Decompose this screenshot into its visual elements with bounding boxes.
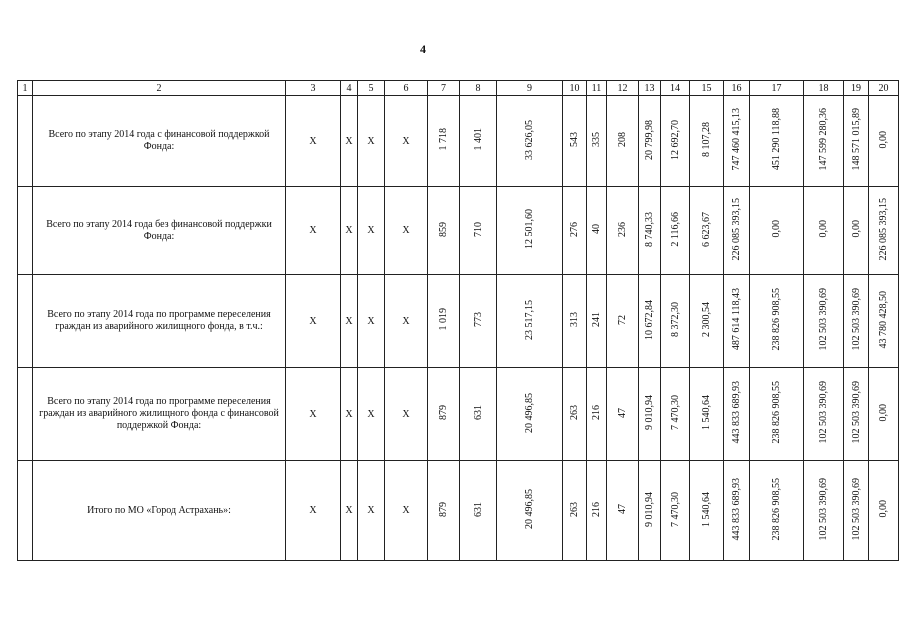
value-cell	[661, 275, 690, 368]
row-number-cell	[18, 368, 33, 461]
table-row	[18, 187, 899, 275]
value-cell	[750, 96, 804, 187]
value-cell	[587, 187, 607, 275]
row-label: Итого по МО «Город Астрахань»:	[33, 461, 286, 561]
value-text: 8 372,30	[669, 302, 681, 337]
value-cell	[690, 187, 724, 275]
value-cell	[804, 187, 844, 275]
value-cell	[428, 96, 460, 187]
column-number-9: 9	[497, 81, 563, 96]
value-cell	[724, 461, 750, 561]
value-text: 543	[569, 132, 580, 147]
value-text: 451 290 118,88	[771, 108, 782, 171]
value-text: 40	[591, 224, 602, 234]
value-text: 102 503 390,69	[818, 288, 829, 351]
column-number-2: 2	[33, 81, 286, 96]
value-cell	[497, 275, 563, 368]
value-text: 33 626,05	[524, 119, 535, 160]
value-text: 20 496,85	[524, 489, 535, 529]
value-cell	[607, 275, 639, 368]
value-text: 8 107,28	[701, 122, 712, 157]
value-cell	[661, 461, 690, 561]
value-text: 1 401	[472, 128, 484, 151]
mark-cell: X	[341, 275, 358, 368]
mark-cell: X	[286, 368, 341, 461]
value-cell	[497, 96, 563, 187]
value-text: 1 019	[438, 308, 449, 331]
table-row	[18, 275, 899, 368]
value-cell	[724, 368, 750, 461]
value-cell	[563, 461, 587, 561]
value-text: 2 300,54	[701, 302, 712, 337]
column-number-7: 7	[428, 81, 460, 96]
value-cell	[844, 461, 869, 561]
value-text: 859	[438, 221, 449, 237]
column-number-16: 16	[724, 81, 750, 96]
value-cell	[563, 368, 587, 461]
column-number-12: 12	[607, 81, 639, 96]
table-row	[18, 461, 899, 561]
value-text: 216	[591, 405, 602, 420]
column-number-17: 17	[750, 81, 804, 96]
column-number-5: 5	[358, 81, 385, 96]
mark-cell: X	[341, 368, 358, 461]
value-text: 72	[617, 314, 628, 325]
mark-cell: X	[358, 461, 385, 561]
value-cell	[460, 461, 497, 561]
row-label: Всего по этапу 2014 года с финансовой поддержкой Фонда:	[33, 96, 286, 187]
value-cell	[750, 275, 804, 368]
value-cell	[563, 187, 587, 275]
mark-cell: X	[385, 96, 428, 187]
value-text: 773	[472, 312, 484, 327]
mark-cell: X	[385, 368, 428, 461]
value-text: 12 501,60	[524, 209, 535, 249]
column-number-11: 11	[587, 81, 607, 96]
value-cell	[460, 275, 497, 368]
value-cell	[750, 368, 804, 461]
value-text: 47	[617, 504, 628, 514]
value-text: 20 496,85	[524, 392, 535, 433]
value-text: 631	[472, 405, 484, 420]
value-text: 443 833 689,93	[731, 477, 742, 541]
page-number: 4	[420, 42, 426, 56]
value-text: 276	[569, 221, 580, 237]
mark-cell: X	[358, 96, 385, 187]
value-text: 879	[438, 405, 449, 420]
mark-cell: X	[385, 275, 428, 368]
value-text: 335	[591, 132, 602, 147]
value-text: 7 470,30	[669, 491, 681, 527]
value-text: 1 540,64	[701, 491, 712, 527]
value-cell	[804, 96, 844, 187]
value-cell	[607, 187, 639, 275]
value-text: 0,00	[818, 220, 829, 238]
value-cell	[639, 96, 661, 187]
mark-cell: X	[286, 187, 341, 275]
mark-cell: X	[385, 461, 428, 561]
value-cell	[587, 461, 607, 561]
value-cell	[690, 461, 724, 561]
value-text: 20 799,98	[644, 119, 655, 160]
value-cell	[563, 96, 587, 187]
column-number-8: 8	[460, 81, 497, 96]
value-text: 47	[617, 407, 628, 418]
column-number-14: 14	[661, 81, 690, 96]
column-number-20: 20	[869, 81, 899, 96]
value-text: 263	[569, 501, 580, 517]
column-number-13: 13	[639, 81, 661, 96]
value-text: 147 599 280,36	[818, 108, 829, 171]
value-cell	[497, 461, 563, 561]
value-cell	[869, 96, 899, 187]
value-text: 12 692,70	[669, 119, 681, 160]
value-cell	[750, 461, 804, 561]
value-text: 236	[617, 221, 628, 237]
value-cell	[587, 275, 607, 368]
column-number-10: 10	[563, 81, 587, 96]
value-text: 0,00	[850, 220, 862, 238]
value-cell	[639, 275, 661, 368]
value-cell	[661, 187, 690, 275]
value-cell	[750, 187, 804, 275]
column-number-15: 15	[690, 81, 724, 96]
value-cell	[661, 96, 690, 187]
row-label: Всего по этапу 2014 года без финансовой поддержки Фонда:	[33, 187, 286, 275]
value-text: 43 780 428,50	[878, 290, 889, 349]
value-text: 747 460 415,13	[731, 108, 742, 171]
table-row	[18, 96, 899, 187]
row-number-cell	[18, 275, 33, 368]
column-number-19: 19	[844, 81, 869, 96]
column-number-4: 4	[341, 81, 358, 96]
value-cell	[724, 187, 750, 275]
mark-cell: X	[341, 461, 358, 561]
value-text: 1 540,64	[701, 395, 712, 430]
value-cell	[497, 368, 563, 461]
value-cell	[690, 368, 724, 461]
value-cell	[428, 368, 460, 461]
mark-cell: X	[341, 187, 358, 275]
value-text: 102 503 390,69	[850, 477, 862, 541]
column-number-18: 18	[804, 81, 844, 96]
value-cell	[639, 461, 661, 561]
row-label: Всего по этапу 2014 года по программе переселения граждан из аварийного жилищного фонда, в т.ч.:	[33, 275, 286, 368]
value-text: 631	[472, 501, 484, 517]
value-cell	[690, 275, 724, 368]
value-cell	[804, 461, 844, 561]
value-cell	[607, 461, 639, 561]
value-text: 238 826 908,55	[771, 288, 782, 351]
value-cell	[607, 96, 639, 187]
value-cell	[690, 96, 724, 187]
value-cell	[844, 368, 869, 461]
value-cell	[587, 96, 607, 187]
value-text: 2 116,66	[669, 211, 681, 247]
value-text: 208	[617, 132, 628, 147]
mark-cell: X	[358, 187, 385, 275]
value-text: 226 085 393,15	[731, 197, 742, 261]
value-cell	[428, 187, 460, 275]
value-text: 216	[591, 501, 602, 517]
value-cell	[460, 96, 497, 187]
column-number-1: 1	[18, 81, 33, 96]
value-text: 879	[438, 501, 449, 517]
value-cell	[587, 368, 607, 461]
value-text: 102 503 390,69	[818, 381, 829, 444]
table-row	[18, 368, 899, 461]
mark-cell: X	[358, 275, 385, 368]
value-cell	[563, 275, 587, 368]
row-number-cell	[18, 96, 33, 187]
value-cell	[869, 368, 899, 461]
mark-cell: X	[286, 96, 341, 187]
value-cell	[844, 96, 869, 187]
value-cell	[804, 368, 844, 461]
value-cell	[428, 461, 460, 561]
value-text: 443 833 689,93	[731, 381, 742, 444]
column-number-3: 3	[286, 81, 341, 96]
value-text: 10 672,84	[644, 299, 655, 340]
mark-cell: X	[286, 275, 341, 368]
value-text: 0,00	[878, 130, 889, 149]
row-label: Всего по этапу 2014 года по программе переселения граждан из аварийного жилищного фонда с финансовой поддержкой Фонда:	[33, 368, 286, 461]
value-text: 148 571 015,89	[850, 108, 862, 171]
mark-cell: X	[286, 461, 341, 561]
mark-cell: X	[358, 368, 385, 461]
value-cell	[661, 368, 690, 461]
value-cell	[497, 187, 563, 275]
value-text: 0,00	[878, 403, 889, 422]
value-text: 8 740,33	[644, 211, 655, 247]
value-cell	[869, 461, 899, 561]
value-text: 313	[569, 312, 580, 327]
value-text: 226 085 393,15	[878, 197, 889, 261]
value-text: 238 826 908,55	[771, 381, 782, 444]
value-cell	[724, 275, 750, 368]
value-text: 23 517,15	[524, 299, 535, 340]
value-cell	[869, 187, 899, 275]
value-cell	[869, 275, 899, 368]
value-cell	[428, 275, 460, 368]
report-table	[17, 80, 899, 561]
value-cell	[844, 275, 869, 368]
value-text: 487 614 118,43	[731, 288, 742, 351]
row-number-cell	[18, 187, 33, 275]
value-cell	[804, 275, 844, 368]
value-text: 1 718	[438, 128, 449, 151]
value-cell	[724, 96, 750, 187]
value-cell	[460, 187, 497, 275]
value-text: 102 503 390,69	[850, 381, 862, 444]
value-text: 263	[569, 405, 580, 420]
value-text: 9 010,94	[644, 395, 655, 430]
value-cell	[844, 187, 869, 275]
value-text: 238 826 908,55	[771, 477, 782, 541]
value-cell	[460, 368, 497, 461]
row-number-cell	[18, 461, 33, 561]
value-text: 6 623,67	[701, 211, 712, 247]
value-text: 710	[472, 221, 484, 237]
value-text: 102 503 390,69	[818, 477, 829, 541]
value-cell	[639, 368, 661, 461]
value-text: 9 010,94	[644, 491, 655, 527]
mark-cell: X	[385, 187, 428, 275]
value-text: 0,00	[878, 500, 889, 518]
value-text: 7 470,30	[669, 395, 681, 430]
value-cell	[607, 368, 639, 461]
column-number-row	[18, 81, 899, 96]
column-number-6: 6	[385, 81, 428, 96]
value-text: 102 503 390,69	[850, 288, 862, 351]
value-text: 0,00	[771, 220, 782, 238]
value-text: 241	[591, 312, 602, 327]
mark-cell: X	[341, 96, 358, 187]
value-cell	[639, 187, 661, 275]
